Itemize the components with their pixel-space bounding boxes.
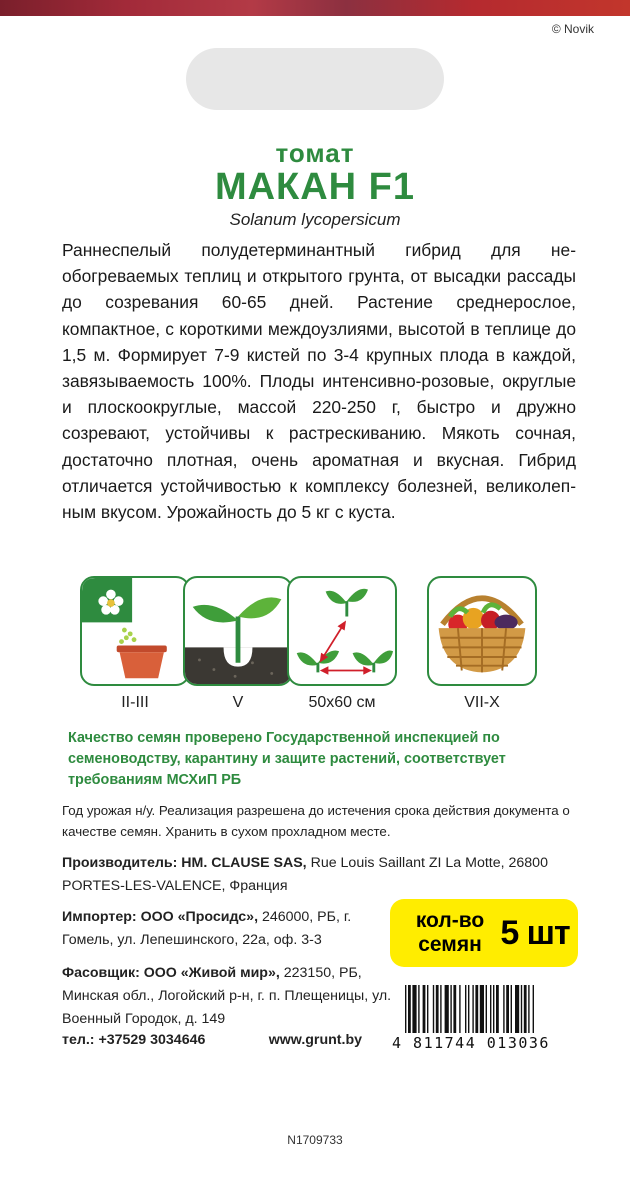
packer-address: 223150, РБ, Минская обл., Логойский р-н, г. п. Плещеницы, ул. Военный Городок, д. 149 xyxy=(62,965,392,1027)
quantity-value: 5 шт xyxy=(500,914,570,952)
importer-info xyxy=(62,906,392,952)
barcode-bar xyxy=(412,985,416,1033)
harvest-basket-icon xyxy=(427,576,537,686)
barcode-bar xyxy=(433,985,434,1033)
barcode-bar xyxy=(405,985,406,1033)
barcode-bar xyxy=(533,985,534,1033)
barcode-bars xyxy=(405,985,590,1033)
importer-address: 246000, РБ, г. Гомель, ул. Лепешинского, 22а, оф. 3-3 xyxy=(62,909,352,948)
seed-quality-statement: Качество семян проверено Государственной инспекцией по семеноводству, карантину и защите растений, соответствует требованиям МСХиП РБ xyxy=(68,730,506,788)
quantity-label-line2: семян xyxy=(418,933,482,956)
barcode-bar xyxy=(472,985,473,1033)
barcode-bar xyxy=(436,985,439,1033)
barcode-bar xyxy=(490,985,491,1033)
packer-info xyxy=(62,962,392,1031)
variety-name: МАКАН F1 xyxy=(214,166,416,208)
barcode-bar xyxy=(423,985,426,1033)
barcode-bar xyxy=(445,985,449,1033)
barcode-bar xyxy=(486,985,487,1033)
barcode-bar xyxy=(465,985,466,1033)
barcode-bar xyxy=(493,985,494,1033)
barcode-bar xyxy=(506,985,509,1033)
barcode-bar xyxy=(480,985,484,1033)
phone-number: тел.: +37529 3034646 xyxy=(62,1032,206,1048)
barcode-bar xyxy=(511,985,512,1033)
storage-note: Год урожая н/у. Реализация разрешена до истечения срока действия документа о качестве семян. Хранить в сухом прохладном месте. xyxy=(62,803,570,839)
packer-label: Фасовщик: ООО «Живой мир», xyxy=(62,965,280,981)
batch-number: N1709733 xyxy=(287,1133,343,1147)
latin-name: Solanum lycopersicum xyxy=(229,210,401,229)
producer-info xyxy=(62,852,582,898)
contacts-row xyxy=(62,1032,362,1048)
barcode-bar xyxy=(450,985,451,1033)
sowing-period-label: II-III xyxy=(121,694,149,711)
seedling-planting-icon xyxy=(183,576,293,686)
barcode-bar xyxy=(418,985,419,1033)
barcode-bar xyxy=(521,985,522,1033)
planting-scheme-label: 50х60 см xyxy=(308,694,376,711)
crop-name: томат xyxy=(275,138,355,168)
planting-period-label: V xyxy=(232,694,244,711)
importer-label: Импортер: ООО «Просидс», xyxy=(62,909,259,925)
copyright-note: © Novik xyxy=(551,22,594,36)
tomato-photo-strip xyxy=(0,0,630,16)
barcode-bar xyxy=(453,985,456,1033)
producer-label: Производитель: HM. CLAUSE SAS, xyxy=(62,855,307,871)
barcode-bar xyxy=(408,985,411,1033)
sowing-pot-icon xyxy=(80,576,190,686)
barcode-bar xyxy=(475,985,478,1033)
harvest-period-label: VII-X xyxy=(464,694,500,711)
variety-description: Раннеспелый полудетерминантный гибрид для необогреваемых теплиц и открытого грунта, от высадки рассады до созревания 60-65 дней. Растение среднерослое, компактное, с короткими междоузлиями, высотой в теплице до 1,5 м. Формирует 7-9 кистей по 3-4 крупных плода в каждой, завязываемость 100%. Плоды интенсивно-розовые, округлые и плоскоокруглые, массой 220-250 г, быстро и дружно созревают, устойчивы к растрескиванию. Мякоть сочная, достаточно плотная, очень ароматная и вкусная. Гибрид отличается устойчивостью к комплексу болезней, великолепным вкусом. Урожайность до 5 кг с куста. xyxy=(62,240,576,523)
barcode-bar xyxy=(528,985,529,1033)
barcode-bar xyxy=(459,985,460,1033)
barcode-bar xyxy=(496,985,499,1033)
planting-scheme-icon xyxy=(287,576,397,686)
barcode-number: 4 811744 013036 xyxy=(392,1034,550,1052)
quantity-label xyxy=(400,909,500,957)
barcode-bar xyxy=(440,985,441,1033)
producer-address: Rue Louis Saillant ZI La Motte, 26800 PORTES-LES-VALENCE, Франция xyxy=(62,855,548,894)
seed-quantity-badge xyxy=(390,899,578,967)
barcode-bar xyxy=(468,985,469,1033)
barcode-bar xyxy=(524,985,527,1033)
barcode-bar xyxy=(427,985,428,1033)
barcode-bar xyxy=(503,985,504,1033)
barcode-bar xyxy=(515,985,519,1033)
website-link: www.grunt.by xyxy=(268,1032,362,1048)
quantity-label-line1: кол-во xyxy=(415,909,485,932)
packet-window xyxy=(186,48,444,110)
